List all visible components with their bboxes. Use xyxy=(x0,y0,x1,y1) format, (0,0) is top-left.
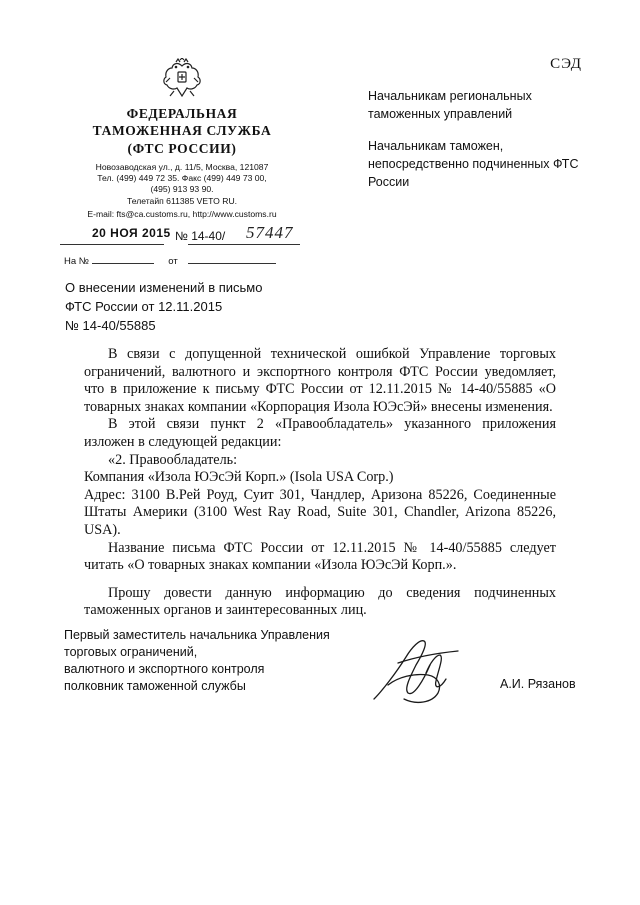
subject-line: О внесении изменений в письмо xyxy=(65,280,263,295)
document-marker: СЭД xyxy=(550,56,582,72)
subject-line: № 14-40/55885 xyxy=(65,318,156,333)
addressee-customs: Начальникам таможен, непосредственно подчиненных ФТС России xyxy=(368,139,579,189)
body-paragraph: В этой связи пункт 2 «Правообладатель» указанного приложения изложен в следующей редакции: xyxy=(84,416,556,450)
letter-body xyxy=(84,346,556,620)
letter-number-label: № 14-40/ xyxy=(175,229,226,243)
agency-phones: Тел. (499) 449 72 35. Факс (499) 449 73 00, xyxy=(97,173,267,183)
signer-title-line: валютного и экспортного контроля xyxy=(64,662,265,676)
agency-name-short: (ФТС РОССИИ) xyxy=(127,141,237,156)
prev-number-blank xyxy=(92,254,154,264)
signer-title-line: Первый заместитель начальника Управления xyxy=(64,628,330,642)
signer-title-line: торговых ограничений, xyxy=(64,645,198,659)
addressee-block xyxy=(368,87,588,205)
number-underline xyxy=(188,244,300,245)
prev-date-label: от xyxy=(168,256,178,267)
subject-line: ФТС России от 12.11.2015 xyxy=(65,299,223,314)
addressee-regional: Начальникам региональных таможенных управлений xyxy=(368,89,532,121)
body-paragraph: Адрес: 3100 В.Рей Роуд, Суит 301, Чандлер, Аризона 85226, Соединенные Штаты Америки (3100 West Ray Road, Suite 301, Chandler, Arizona 85226, USA). xyxy=(84,486,556,538)
letter-number-handwritten: 57447 xyxy=(246,223,294,242)
body-paragraph: Прошу довести данную информацию до сведения подчиненных таможенных органов и заинтересованных лиц. xyxy=(84,584,556,619)
body-paragraph: «2. Правообладатель: xyxy=(108,451,238,468)
date-underline xyxy=(60,244,164,245)
body-paragraph: В связи с допущенной технической ошибкой Управление торговых ограничений, валютного и экспортного контроля ФТС России уведомляет, что в приложение к письму ФТС России от 12.11.2015 № 14-40/55885 «О товарных знаках компании «Корпорация Изола ЮЭсЭй» внесены изменения. xyxy=(84,346,556,415)
signer-name: А.И. Рязанов xyxy=(500,677,576,691)
prev-date-blank xyxy=(188,254,276,264)
prev-number-label: На № xyxy=(64,256,89,267)
agency-phones-extra: (495) 913 93 90. xyxy=(150,184,214,194)
letter-date-stamp: 20 НОЯ 2015 xyxy=(92,226,171,240)
agency-teletype: Телетайп 611385 VETO RU. xyxy=(126,196,238,206)
previous-reference-row xyxy=(64,254,294,267)
agency-name-line1: ФЕДЕРАЛЬНАЯ xyxy=(126,106,238,121)
agency-name-line2: ТАМОЖЕННАЯ СЛУЖБА xyxy=(92,123,272,138)
body-paragraph: Компания «Изола ЮЭсЭй Корп.» (Isola USA Corp.) xyxy=(84,469,394,486)
coat-of-arms-emblem xyxy=(160,58,204,100)
agency-address: Новозаводская ул., д. 11/5, Москва, 121087 xyxy=(95,162,269,172)
signer-title xyxy=(64,627,364,695)
agency-email: E-mail: fts@ca.customs.ru, http://www.customs.ru xyxy=(87,209,277,219)
handwritten-signature xyxy=(368,633,466,709)
signer-title-line: полковник таможенной службы xyxy=(64,679,246,693)
letter-subject xyxy=(65,278,325,335)
body-paragraph: Название письма ФТС России от 12.11.2015 № 14-40/55885 следует читать «О товарных знаках компании «Изола ЮЭсЭй Корп.». xyxy=(84,539,556,574)
